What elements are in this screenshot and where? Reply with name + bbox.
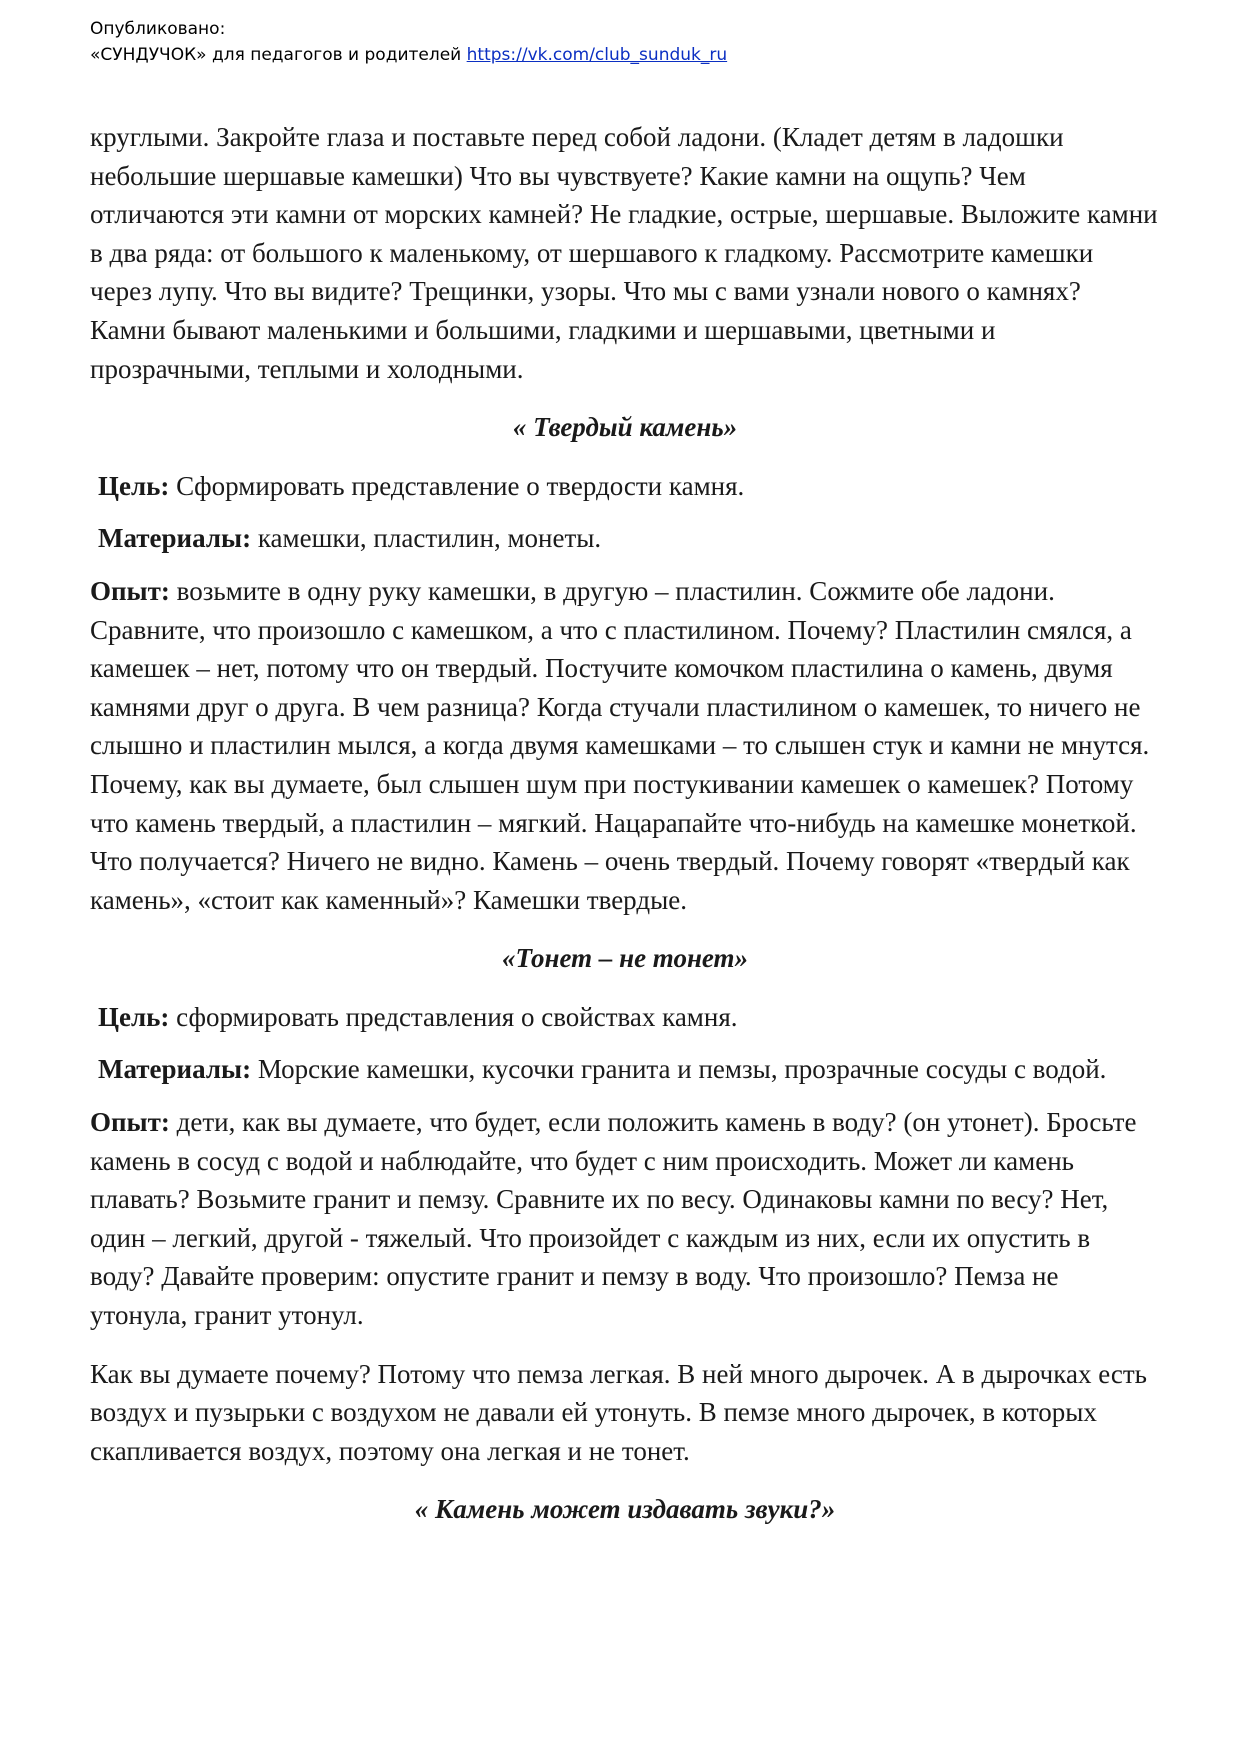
materials-line (90, 519, 1160, 558)
goal-label: Цель: (98, 470, 170, 501)
materials-label: Материалы: (98, 523, 252, 554)
goal-line (90, 998, 1160, 1037)
experiment-text: дети, как вы думаете, что будет, если положить камень в воду? (он утонет). Бросьте камень в сосуд с водой и наблюдайте, что будет с ним происходить. Может ли камень плавать? Возьмите гранит и пемзу. Сравните их по весу. Одинаковы камни по весу? Нет, один – легкий, другой - тяжелый. Что произойдет с каждым из них, если их опустить в воду? Давайте проверим: опустите гранит и пемзу в воду. Что произошло? Пемза не утонула, гранит утонул. (90, 1107, 1137, 1331)
materials-label: Материалы: (98, 1054, 252, 1085)
document-body (90, 118, 1160, 1549)
goal-text: Сформировать представление о твердости камня. (169, 470, 745, 501)
publisher-link[interactable]: https://vk.com/club_sunduk_ru (466, 45, 728, 65)
goal-label: Цель: (98, 1001, 170, 1032)
publication-header (90, 16, 727, 68)
experiment-text: возьмите в одну руку камешки, в другую – пластилин. Сожмите обе ладони. Сравните, что произошло с камешком, а что с пластилином. Почему? Пластилин смялся, а камешек – нет, потому что он твердый. Постучите комочком пластилина о камень, двумя камнями друг о друга. В чем разница? Когда стучали пластилином о камешек, то ничего не слышно и пластилин мылся, а когда двумя камешками – то слышен стук и камни не мнутся. Почему, как вы думаете, был слышен шум при постукивании камешек о камешек? Потому что камень твердый, а пластилин – мягкий. Нацарапайте что-нибудь на камешке монеткой. Что получается? Ничего не видно. Камень – очень твердый. Почему говорят «твердый как камень», «стоит как каменный»? Камешки твердые. (90, 575, 1150, 915)
section-title-sinks-or-floats: «Тонет – не тонет» (501, 943, 749, 974)
publisher-line (90, 42, 727, 68)
materials-text: камешки, пластилин, монеты. (251, 523, 602, 554)
section-title-hard-stone: « Твердый камень» (512, 412, 738, 443)
materials-text: Морские камешки, кусочки гранита и пемзы, прозрачные сосуды с водой. (251, 1054, 1107, 1085)
experiment-label: Опыт: (90, 575, 170, 606)
explanation-paragraph: Как вы думаете почему? Потому что пемза легкая. В ней много дырочек. А в дырочках есть воздух и пузырьки с воздухом не давали ей утонуть. В пемзе много дырочек, в которых скапливается воздух, поэтому она легкая и не тонет. (90, 1358, 1147, 1466)
experiment-paragraph (90, 1103, 1160, 1335)
section-title-stone-sounds: « Камень может издавать звуки?» (414, 1494, 836, 1525)
goal-text: сформировать представления о свойствах камня. (169, 1001, 738, 1032)
published-label: Опубликовано: (90, 19, 226, 39)
materials-line (90, 1050, 1160, 1089)
experiment-label: Опыт: (90, 1107, 170, 1138)
goal-line (90, 467, 1160, 506)
experiment-paragraph (90, 572, 1160, 919)
publisher-name: «СУНДУЧОК» для педагогов и родителей (90, 45, 462, 65)
intro-paragraph: круглыми. Закройте глаза и поставьте перед собой ладони. (Кладет детям в ладошки небольшие шершавые камешки) Что вы чувствуете? Какие камни на ощупь? Чем отличаются эти камни от морских камней? Не гладкие, острые, шершавые. Выложите камни в два ряда: от большого к маленькому, от шершавого к гладкому. Рассмотрите камешки через лупу. Что вы видите? Трещинки, узоры. Что мы с вами узнали нового о камнях? Камни бывают маленькими и большими, гладкими и шершавыми, цветными и прозрачными, теплыми и холодными. (90, 122, 1158, 384)
